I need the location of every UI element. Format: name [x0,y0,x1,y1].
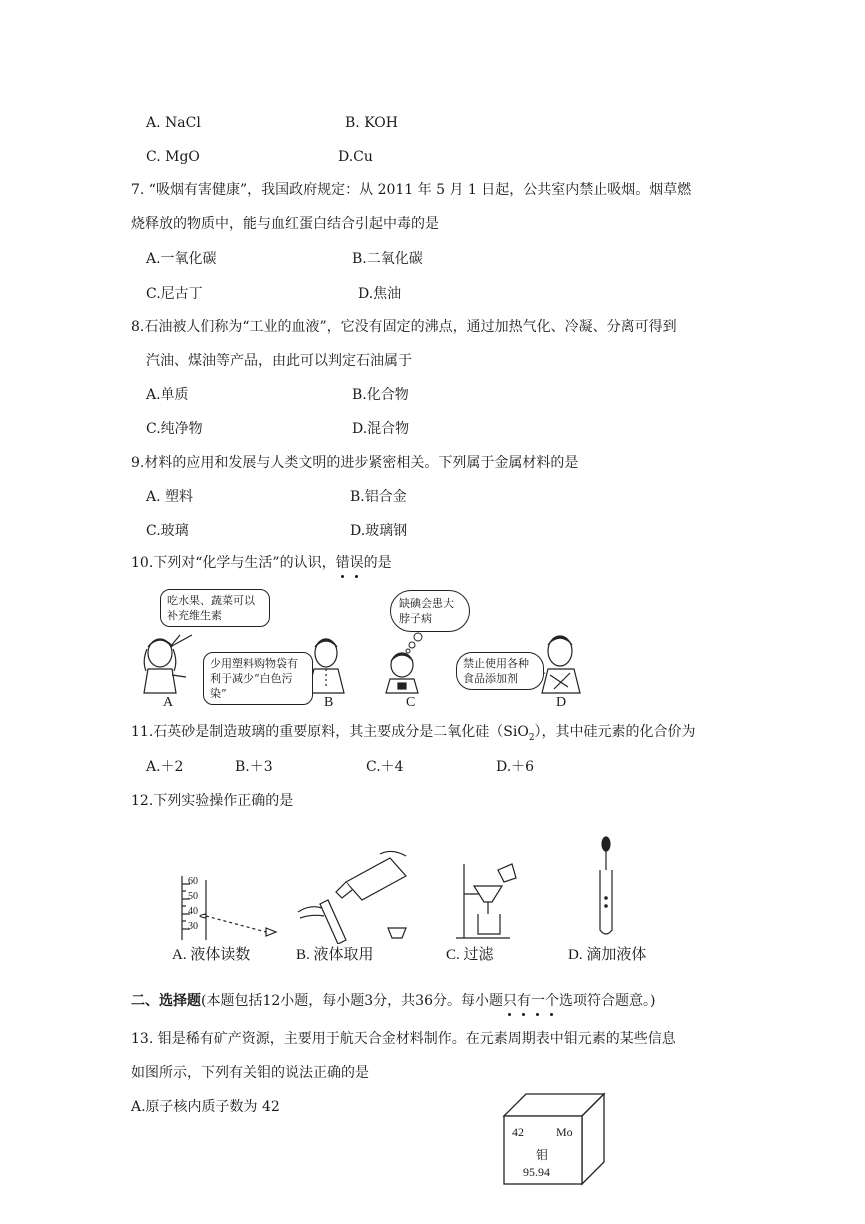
q12-illustration [170,834,650,944]
q11-stem [131,723,696,747]
bubble-d: 禁止使用各种食品添加剂 [456,652,544,690]
illustration-label-a: A [163,695,174,710]
q12-caption-c: C. 过滤 [446,947,494,963]
q7-option-b: B.二氧化碳 [352,251,423,267]
illustration-label-c: C [406,695,416,710]
element-atomic-number: 42 [512,1125,524,1139]
q10-stem-prefix: 10.下列对“化学与生活”的认识， [131,555,336,571]
q12-caption-a: A. 液体读数 [172,947,251,963]
q8-option-d: D.混合物 [352,421,410,437]
person-a-figure [144,639,186,693]
illustration-label-d: D [556,695,567,710]
person-d-figure [542,636,580,693]
q7-stem-line2: 烧释放的物质中，能与血红蛋白结合引起中毒的是 [131,216,439,232]
q13-stem-line1: 13. 钼是稀有矿产资源，主要用于航天合金材料制作。在元素周期表中钼元素的某些信息 [131,1031,676,1047]
q12-caption-b: B. 液体取用 [296,947,374,963]
section2-desc-post: 选项符合题意。) [559,993,656,1009]
cylinder-tick-60: 60 [188,876,198,887]
q7-option-c: C.尼古丁 [146,286,203,302]
q7-option-d: D.焦油 [358,286,402,302]
q10-stem-suffix: 的是 [363,555,392,571]
q8-option-b: B.化合物 [352,387,409,403]
element-symbol: Mo [556,1125,573,1139]
q12-caption-d: D. 滴加液体 [568,947,647,963]
emphasis-dot [522,1013,525,1016]
bubble-a-tail [170,635,192,647]
bubble-c: 缺碘会患大脖子病 [390,590,470,632]
filtration-setup [456,864,516,938]
dropper-test-tube [600,837,612,934]
section2-header [131,992,655,1010]
thought-dot [406,649,410,653]
bubble-b: 少用塑料购物袋有利于减少“白色污染” [203,652,313,705]
bubble-a: 吃水果、蔬菜可以补充维生素 [160,589,270,627]
emphasis-dot [341,575,344,578]
q7-option-a: A.一氧化碳 [146,251,217,267]
section2-emphasis [503,993,559,1009]
q7-stem-line1: 7. “吸烟有害健康”，我国政府规定：从 2011 年 5 月 1 日起，公共室内禁止吸烟。烟草燃 [131,182,692,198]
q6-option-d: D.Cu [338,149,373,165]
q6-option-c: C. MgO [146,149,200,165]
person-c-figure [386,653,418,693]
q13-option-a: A.原子核内质子数为 42 [131,1099,280,1115]
q11-stem-post: ），其中硅元素的化合价为 [534,724,696,740]
section2-emph-text: 只有一个 [503,993,559,1009]
q11-option-b: B.＋3 [235,759,273,775]
q10-emph-text: 错误 [335,555,364,571]
q8-stem-line2: 汽油、煤油等产品，由此可以判定石油属于 [146,353,412,369]
q11-option-a: A.＋2 [146,759,184,775]
pouring-bottle [298,851,406,944]
emphasis-dot [508,1013,511,1016]
q10-emphasis [336,555,364,571]
thought-dot [414,633,422,641]
q8-stem-line1: 8.石油被人们称为“工业的血液”，它没有固定的沸点，通过加热气化、冷凝、分离可得到 [131,319,677,335]
q11-option-c: C.＋4 [366,759,404,775]
q8-option-a: A.单质 [146,387,189,403]
thought-dot [409,642,415,648]
q6-option-a: A. NaCl [146,115,201,131]
q9-option-a: A. 塑料 [146,489,194,505]
element-name: 钼 [536,1148,549,1162]
q6-option-b: B. KOH [345,115,398,131]
q11-stem-pre: 11.石英砂是制造玻璃的重要原料，其主要成分是二氧化硅（SiO [131,724,529,740]
person-b-figure [308,639,344,693]
q9-option-c: C.玻璃 [146,523,189,539]
element-cube [500,1092,610,1188]
cylinder-tick-30: 30 [188,921,198,932]
q11-option-d: D.＋6 [496,759,535,775]
q12-stem: 12.下列实验操作正确的是 [131,793,294,809]
section2-desc-pre: (本题包括12小题，每小题3分，共36分。每小题 [201,993,503,1009]
emphasis-dot [355,575,358,578]
q9-option-d: D.玻璃钢 [350,523,408,539]
cylinder-tick-50: 50 [188,891,198,902]
q9-option-b: B.铝合金 [350,489,407,505]
q9-stem: 9.材料的应用和发展与人类文明的进步紧密相关。下列属于金属材料的是 [131,455,579,471]
emphasis-dot [550,1013,553,1016]
q13-stem-line2: 如图所示，下列有关钼的说法正确的是 [131,1065,369,1081]
q8-option-c: C.纯净物 [146,421,203,437]
section2-title: 二、选择题 [131,993,201,1009]
element-atomic-mass: 95.94 [523,1165,550,1179]
illustration-label-b: B [324,695,334,710]
q11-subscript: 2 [528,732,535,743]
cylinder-tick-40: 40 [188,906,198,917]
emphasis-dot [536,1013,539,1016]
q10-stem [131,554,392,572]
